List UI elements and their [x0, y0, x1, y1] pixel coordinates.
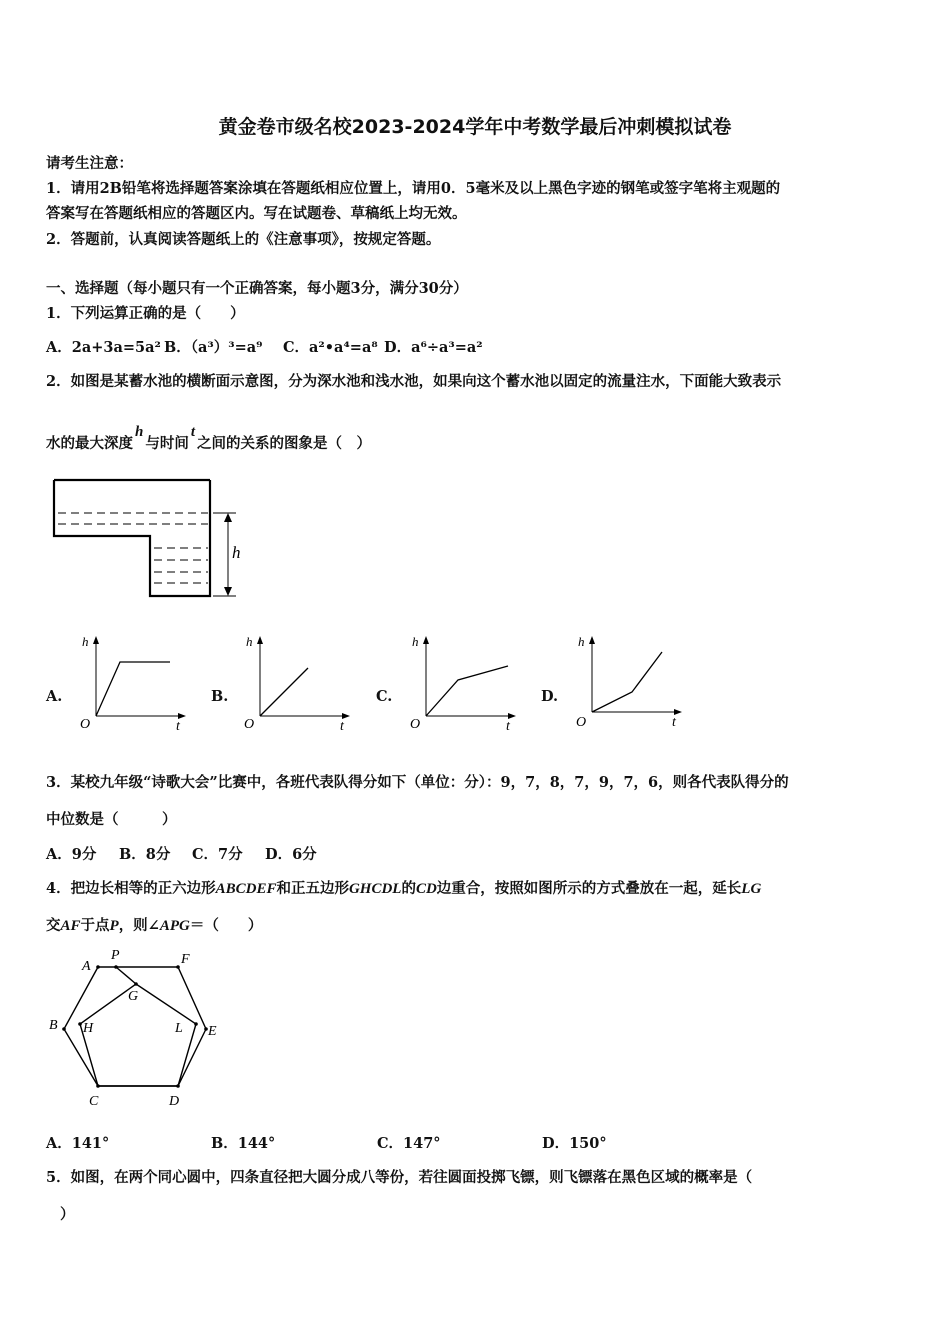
pool-cross-section-diagram — [50, 476, 260, 606]
q4-option-d: D．150° — [542, 1135, 607, 1152]
depth-label: h — [232, 543, 241, 562]
q3-stem-line-2: 中位数是（ ） — [46, 811, 177, 828]
graph-c-origin: O — [410, 717, 421, 732]
depth-arrow-head-up — [224, 513, 232, 522]
graph-a-axis-t: t — [176, 719, 180, 734]
label-a: A — [82, 959, 91, 974]
q1-option-a: A．2a+3a=5a² — [46, 339, 161, 356]
q3-option-b: B．8分 — [119, 846, 171, 863]
label-b: B — [49, 1018, 58, 1033]
q2-graph-a — [74, 628, 194, 736]
q2-option-d-label: D. — [541, 688, 559, 705]
q4-stem-text: 交 — [46, 917, 61, 934]
q3-option-d: D．6分 — [265, 846, 317, 863]
q2-var-h: h — [135, 424, 144, 440]
q1-stem: 1．下列运算正确的是（ ） — [46, 305, 245, 322]
graph-a-curve — [96, 662, 170, 716]
graph-d-origin: O — [576, 715, 587, 730]
q2-stem-line-2 — [46, 424, 372, 453]
q2-stem-line-1: 2．如图是某蓄水池的横断面示意图，分为深水池和浅水池，如果向这个蓄水池以固定的流量注水，下面能大致表示 — [46, 373, 782, 390]
graph-c-axis-t: t — [506, 719, 510, 734]
notice-line-3: 2．答题前，认真阅读答题纸上的《注意事项》，按规定答题。 — [46, 231, 441, 248]
q4-stem-text: ＝（ ） — [189, 917, 263, 934]
q2-stem-part-1: 水的最大深度 — [46, 435, 133, 452]
q4-option-a: A．141° — [46, 1135, 110, 1152]
q4-stem-text: 边重合，按照如图所示的方式叠放在一起，延长 — [436, 880, 742, 897]
graph-b-axis-t: t — [340, 719, 344, 734]
q2-var-t: t — [190, 424, 196, 440]
label-l: L — [175, 1021, 183, 1036]
q4-stem-text: 和正五边形 — [276, 880, 349, 897]
q4-stem-text: 于点 — [80, 917, 110, 934]
line-gp — [116, 967, 136, 984]
notice-line-2: 答案写在答题纸相应的答题区内。写在试题卷、草稿纸上均无效。 — [46, 205, 467, 222]
q3-stem-line-1: 3．某校九年级“诗歌大会”比赛中，各班代表队得分如下（单位：分）：9，7，8，7，9，7，6，则各代表队得分的 — [46, 774, 789, 791]
q4-stem-line-2 — [46, 914, 262, 935]
label-f: F — [181, 952, 190, 967]
q3-option-c: C．7分 — [192, 846, 243, 863]
q1-option-c: C．a²•a⁴=a⁸ — [283, 339, 378, 356]
graph-d-curve — [592, 652, 662, 712]
q2-stem-part-2: 与时间 — [145, 435, 189, 452]
graph-b-axis-h: h — [246, 634, 253, 649]
pool-outline — [54, 480, 210, 596]
hexagon-pentagon-diagram — [44, 944, 234, 1114]
q2-option-a-label: A. — [46, 688, 63, 705]
label-d: D — [169, 1094, 180, 1109]
notice-heading: 请考生注意： — [46, 155, 133, 172]
q2-stem-part-3: 之间的关系的图象是（ ） — [197, 435, 372, 452]
depth-arrow-head-down — [224, 587, 232, 596]
graph-a-origin: O — [80, 717, 91, 732]
water-dash-lines — [58, 513, 208, 583]
label-c: C — [89, 1094, 99, 1109]
label-g: G — [128, 989, 139, 1004]
q4-option-c: C．147° — [377, 1135, 441, 1152]
graph-c-axis-h: h — [412, 634, 419, 649]
section-heading: 一、选择题（每小题只有一个正确答案，每小题3分，满分30分） — [46, 280, 468, 297]
q4-stem-text: 4．把边长相等的正六边形 — [46, 880, 216, 897]
page-title: 黄金卷市级名校2023-2024学年中考数学最后冲刺模拟试卷 — [218, 116, 732, 138]
graph-c-curve — [426, 666, 508, 716]
label-h: H — [83, 1021, 94, 1036]
graph-a-axis-h: h — [82, 634, 89, 649]
q2-option-c-label: C. — [376, 688, 393, 705]
graph-d-axis-h: h — [578, 634, 585, 649]
q2-graph-b — [238, 628, 358, 736]
q4-pentagon-name: GHCDL — [348, 881, 402, 897]
q2-option-b-label: B. — [211, 688, 229, 705]
q4-line-lg: LG — [741, 881, 762, 897]
label-p: P — [111, 948, 120, 963]
q1-option-b: B．（a³）³=a⁹ — [164, 339, 263, 356]
q4-option-b: B．144° — [211, 1135, 276, 1152]
label-e: E — [208, 1024, 217, 1039]
q1-option-d: D．a⁶÷a³=a² — [384, 339, 483, 356]
q4-stem-text: 的 — [401, 880, 416, 897]
q4-point-p: P — [109, 918, 119, 934]
graph-d-axis-t: t — [672, 715, 676, 730]
q4-edge-af: AF — [60, 918, 81, 934]
graph-b-origin: O — [244, 717, 255, 732]
q4-edge-cd: CD — [415, 881, 437, 897]
q4-stem-text: ，则∠ — [118, 917, 160, 934]
q4-stem-line-1 — [46, 877, 761, 898]
graph-b-curve — [260, 668, 308, 716]
notice-line-1: 1．请用2B铅笔将选择题答案涂填在答题纸相应位置上，请用0．5毫米及以上黑色字迹的钢笔或签字笔将主观题的 — [46, 180, 781, 197]
q2-graph-d — [570, 628, 690, 736]
q2-graph-c — [404, 628, 524, 736]
q5-stem-line-2: ） — [60, 1206, 75, 1223]
q3-option-a: A．9分 — [46, 846, 97, 863]
q5-stem-line-1: 5．如图，在两个同心圆中，四条直径把大圆分成八等份，若往圆面投掷飞镖，则飞镖落在黑色区域的概率是（ — [46, 1169, 753, 1186]
q4-hexagon-name: ABCDEF — [215, 881, 277, 897]
q4-angle-apg: APG — [159, 918, 190, 934]
